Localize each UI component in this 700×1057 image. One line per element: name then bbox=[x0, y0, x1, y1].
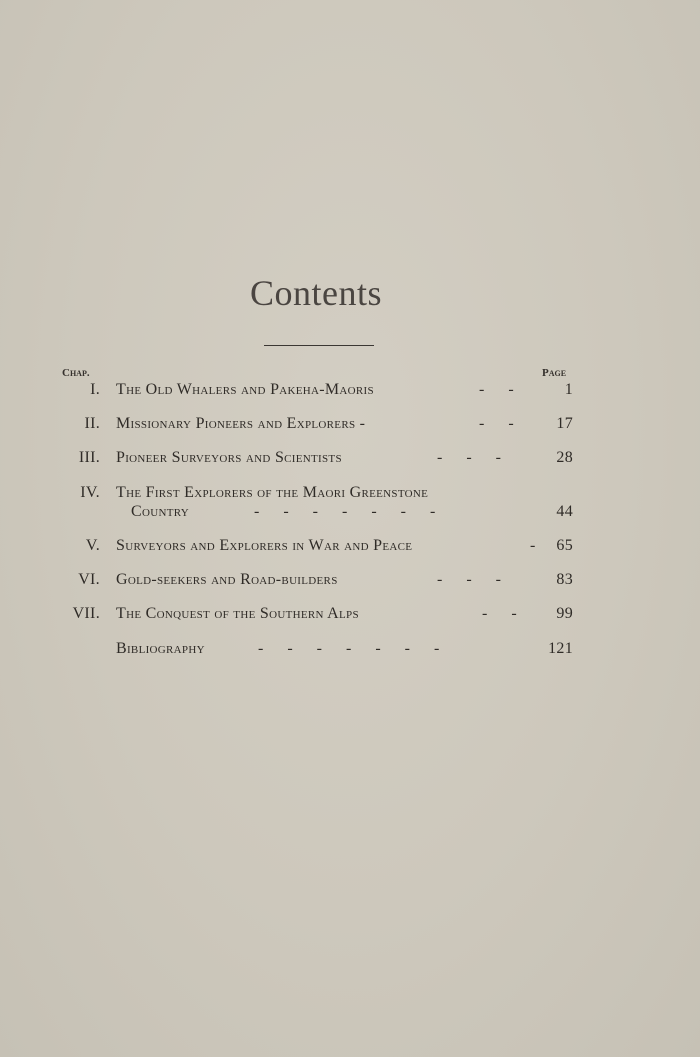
chapter-title: The Old Whalers and Pakeha-Maoris bbox=[116, 381, 374, 398]
chapter-title: Pioneer Surveyors and Scientists bbox=[116, 449, 342, 466]
leader-dashes: - - bbox=[479, 415, 514, 432]
toc-entry[interactable] bbox=[0, 449, 700, 475]
chapter-title-continued: Country bbox=[131, 503, 189, 520]
leader-dashes: - - - bbox=[437, 571, 501, 588]
leader-dashes: - - - - - - - bbox=[258, 640, 440, 657]
chapter-number: VI. bbox=[78, 571, 100, 588]
page-number: 1 bbox=[564, 381, 573, 398]
chapter-number: IV. bbox=[80, 484, 100, 501]
chapter-title: Gold-seekers and Road-builders bbox=[116, 571, 338, 588]
chapter-number: I. bbox=[90, 381, 100, 398]
leader-dashes: - - - - - - - bbox=[254, 503, 436, 520]
leader-dashes: - bbox=[530, 537, 536, 554]
chapter-number: II. bbox=[84, 415, 100, 432]
chapter-number: V. bbox=[85, 537, 100, 554]
page-number: 83 bbox=[556, 571, 573, 588]
page-title: Contents bbox=[249, 273, 382, 313]
chapter-column-header: Chap. bbox=[62, 367, 90, 379]
chapter-title: Surveyors and Explorers in War and Peace bbox=[116, 537, 413, 554]
page-number: 28 bbox=[556, 449, 573, 466]
page-number: 17 bbox=[556, 415, 573, 432]
chapter-title: The Conquest of the Southern Alps bbox=[116, 605, 359, 622]
leader-dashes: - - bbox=[479, 381, 514, 398]
chapter-title: Bibliography bbox=[116, 640, 205, 657]
page-number: 99 bbox=[556, 605, 573, 622]
toc-entry-bibliography[interactable] bbox=[0, 640, 700, 666]
toc-entry[interactable] bbox=[0, 605, 700, 631]
page-column-header: Page bbox=[542, 367, 567, 379]
leader-dashes: - - bbox=[482, 605, 517, 622]
chapter-number: III. bbox=[78, 449, 100, 466]
toc-entry[interactable] bbox=[0, 381, 700, 407]
toc-entry[interactable] bbox=[0, 484, 700, 530]
toc-entry[interactable] bbox=[0, 571, 700, 597]
page-number: 65 bbox=[556, 537, 573, 554]
chapter-title: Missionary Pioneers and Explorers - bbox=[116, 415, 366, 432]
page-number: 121 bbox=[548, 640, 573, 657]
toc-entry[interactable] bbox=[0, 537, 700, 563]
title-rule bbox=[264, 345, 374, 346]
chapter-number: VII. bbox=[72, 605, 100, 622]
chapter-title: The First Explorers of the Maori Greenstone bbox=[116, 484, 429, 501]
page-number: 44 bbox=[556, 503, 573, 520]
toc-entry[interactable] bbox=[0, 415, 700, 441]
leader-dashes: - - - bbox=[437, 449, 501, 466]
